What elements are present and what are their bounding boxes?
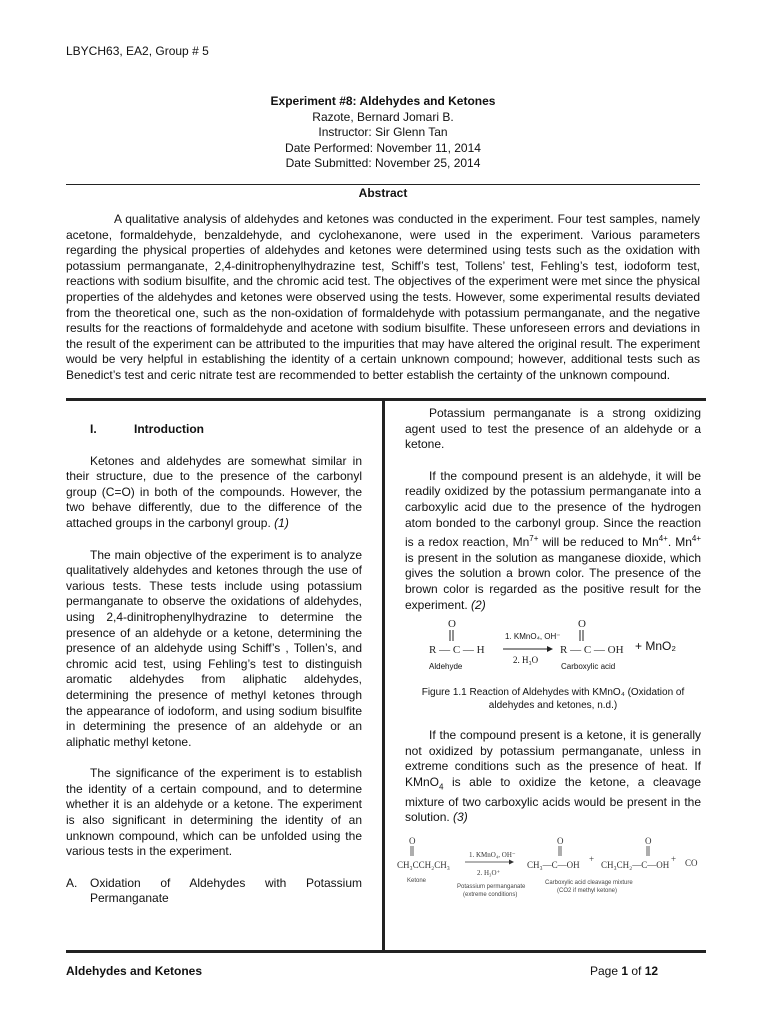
reagent-1: 1. KMnO₄, OH⁻: [505, 632, 561, 642]
left-column: [66, 422, 362, 907]
text-run: will be reduced to Mn: [538, 535, 659, 550]
citation: (2): [471, 597, 486, 612]
subsection-heading: [66, 876, 362, 907]
text-run: is present in the solution as manganese dioxide, which gives the solution a brown color. The presence of the brown color is regarded as the positive result for the experiment.: [405, 550, 701, 612]
plus-sign: +: [589, 854, 595, 865]
footer-title: Aldehydes and Ketones: [66, 964, 203, 978]
footer-divider: [66, 950, 706, 953]
text-run: If the compound present is a ketone, it is generally not oxidized by potassium permanganate, unless in extreme conditions such as the presence of heat. If KMnO: [405, 728, 701, 789]
product-label-1: Carboxylic acid cleavage mixture: [545, 880, 633, 887]
reagent-2: 2. H₃O⁺: [477, 869, 501, 878]
text-run: is able to oxidize the ketone, a cleavage mixture of two carboxylic acids would be present in the solution.: [405, 774, 701, 825]
figure-1-1-caption: Figure 1.1 Reaction of Aldehydes with KMnO₄ (Oxidation of aldehydes and ketones, n.d.): [421, 687, 685, 711]
product-label: Carboxylic acid: [561, 662, 616, 672]
oxygen-atom: O: [448, 618, 456, 631]
ketone-oxidation-paragraph: [405, 728, 701, 826]
oxygen-atom: O: [409, 836, 416, 847]
mno2-byproduct: + MnO₂: [635, 639, 677, 654]
oxygen-atom: O: [645, 836, 652, 847]
abstract-divider: [66, 398, 706, 401]
title-block: [66, 94, 700, 172]
date-submitted: Date Submitted: November 25, 2014: [285, 156, 481, 171]
text-run: If the compound present is an aldehyde, it will be readily oxidized by the potassium permanganate into a carboxylic acid due to the presence of the hydrogen atom bonded to the carbonyl group. Since the reaction is a redox reaction, Mn: [405, 468, 701, 550]
section-title: Introduction: [134, 422, 204, 436]
section-heading: [66, 422, 362, 438]
reagent-label-1: Potassium permanganate: [457, 884, 526, 891]
reagent-label-2: (extreme conditions): [463, 892, 518, 899]
top-divider: [66, 184, 700, 185]
carbon-monoxide: CO: [685, 858, 698, 869]
author: Razote, Bernard Jomari B.: [312, 109, 454, 124]
product-label-2: (CO2 if methyl ketone): [557, 888, 618, 895]
citation: (1): [274, 515, 289, 530]
date-performed: Date Performed: November 11, 2014: [285, 140, 481, 155]
aldehyde-oxidation-paragraph: [405, 469, 701, 613]
page-of: of: [628, 964, 645, 978]
oxygen-atom: O: [578, 618, 586, 631]
column-divider: [382, 398, 385, 952]
superscript: 4+: [691, 534, 702, 544]
page-number: [590, 964, 658, 978]
citation: (3): [453, 810, 468, 825]
product-formula: R — C — OH: [560, 644, 624, 657]
arrow-head: [547, 646, 553, 652]
right-column: [397, 406, 702, 904]
kmno4-paragraph: Potassium permanganate is a strong oxidizing agent used to test the presence of an aldehyde or a ketone.: [405, 406, 701, 452]
subscript: 4: [439, 782, 444, 792]
ketone-formula: CH₃CCH₂CH₃: [397, 860, 450, 871]
oxygen-atom: O: [557, 836, 564, 847]
intro-paragraph-3: The significance of the experiment is to establish the identity of a certain compound, and to determine whether it is an aldehyde or a ketone. The experiment is also significant in determining the identity of an unknown compound, which can be unfolded using the various tests in the experiment.: [66, 766, 362, 859]
intro-p1-text: Ketones and aldehydes are somewhat similar in their structure, due to the presence of the carbonyl group (C=O) in both of the compounds. However, the two behave differently, due to the difference of the attached groups in the carbonyl group.: [66, 453, 362, 530]
reactant-label: Aldehyde: [429, 662, 463, 672]
section-number: I.: [90, 422, 97, 436]
instructor: Instructor: Sir Glenn Tan: [318, 125, 448, 140]
reagent-1: 1. KMnO₄, OH⁻: [469, 851, 516, 860]
product-2-formula: CH₃CH₂—C—OH: [601, 860, 670, 871]
abstract-heading: Abstract: [358, 186, 408, 200]
paper-title: Experiment #8: Aldehydes and Ketones: [270, 94, 496, 108]
abstract-body: [66, 212, 700, 384]
intro-paragraph-2: The main objective of the experiment is to analyze qualitatively aldehydes and ketones through the use of various tests. These tests include using potassium permanganate to observe the oxidations of aldehydes, using 2,4-dinitrophenylhydrazine to determine the presence of an aldehyde or a ketone, determining the presence of an aldehyde using Schiff’s , Tollen’s, and chromic acid test, using Fehling’s test to distinguish aromatic aldehydes from aliphatic aldehydes, determining the presence of methyl ketones through the appearance of iodoform, and using sodium bisulfite in determining the presence of an aldehyde or an aliphatic methyl ketone.: [66, 547, 362, 749]
figure-1-1-reaction: [405, 615, 701, 679]
reagent-2: 2. H₃O: [513, 655, 539, 666]
current-page: 1: [621, 964, 629, 978]
course-header: LBYCH63, EA2, Group # 5: [66, 44, 209, 58]
ketone-label: Ketone: [407, 878, 427, 885]
plus-sign: +: [671, 854, 677, 865]
total-pages: 12: [644, 964, 659, 978]
abstract-text: A qualitative analysis of aldehydes and ketones was conducted in the experiment. Four test samples, namely acetone, formaldehyde, benzaldehyde, and cyclohexanone, were used in the experiment. Various parameters regarding the physical properties of aldehydes and ketones were determined using tests such as the oxidation with potassium permanganate, 2,4-dinitrophenylhydrazine test, Schiff’s test, Tollens’ test, Fehling’s test, iodoform test, reactions with sodium bisulfite, and the chromic acid test. The objectives of the experiment were met since the physical properties of the aldehydes and ketones were observed using the tests. However, some experimental results deviated from the theoretical one, such as the non-oxidation of formaldehyde with potassium permanganate, and the negative results for the reactions of formaldehyde and acetone with sodium bisulfite. These unforeseen errors and deviations in the result of the experiment can be attributed to the impurities that may have altered the original result. The experiment would be very helpful in establishing the identity of a certain unknown compound; however, additional tests such as Benedict’s test and ceric nitrate test are recommended to better establish the certainty of the unknown compound.: [66, 212, 700, 382]
product-1-formula: CH₃—C—OH: [527, 860, 580, 871]
superscript: 4+: [658, 534, 668, 544]
page-prefix: Page: [590, 964, 622, 978]
subsection-letter: A.: [66, 875, 78, 890]
ketone-cleavage-figure: [393, 834, 701, 904]
reactant-formula: R — C — H: [429, 644, 485, 657]
text-run: . Mn: [667, 535, 692, 550]
subsection-title: Oxidation of Aldehydes with Potassium Permanganate: [90, 875, 362, 906]
superscript: 7+: [529, 534, 539, 544]
intro-paragraph-1: [66, 454, 362, 532]
